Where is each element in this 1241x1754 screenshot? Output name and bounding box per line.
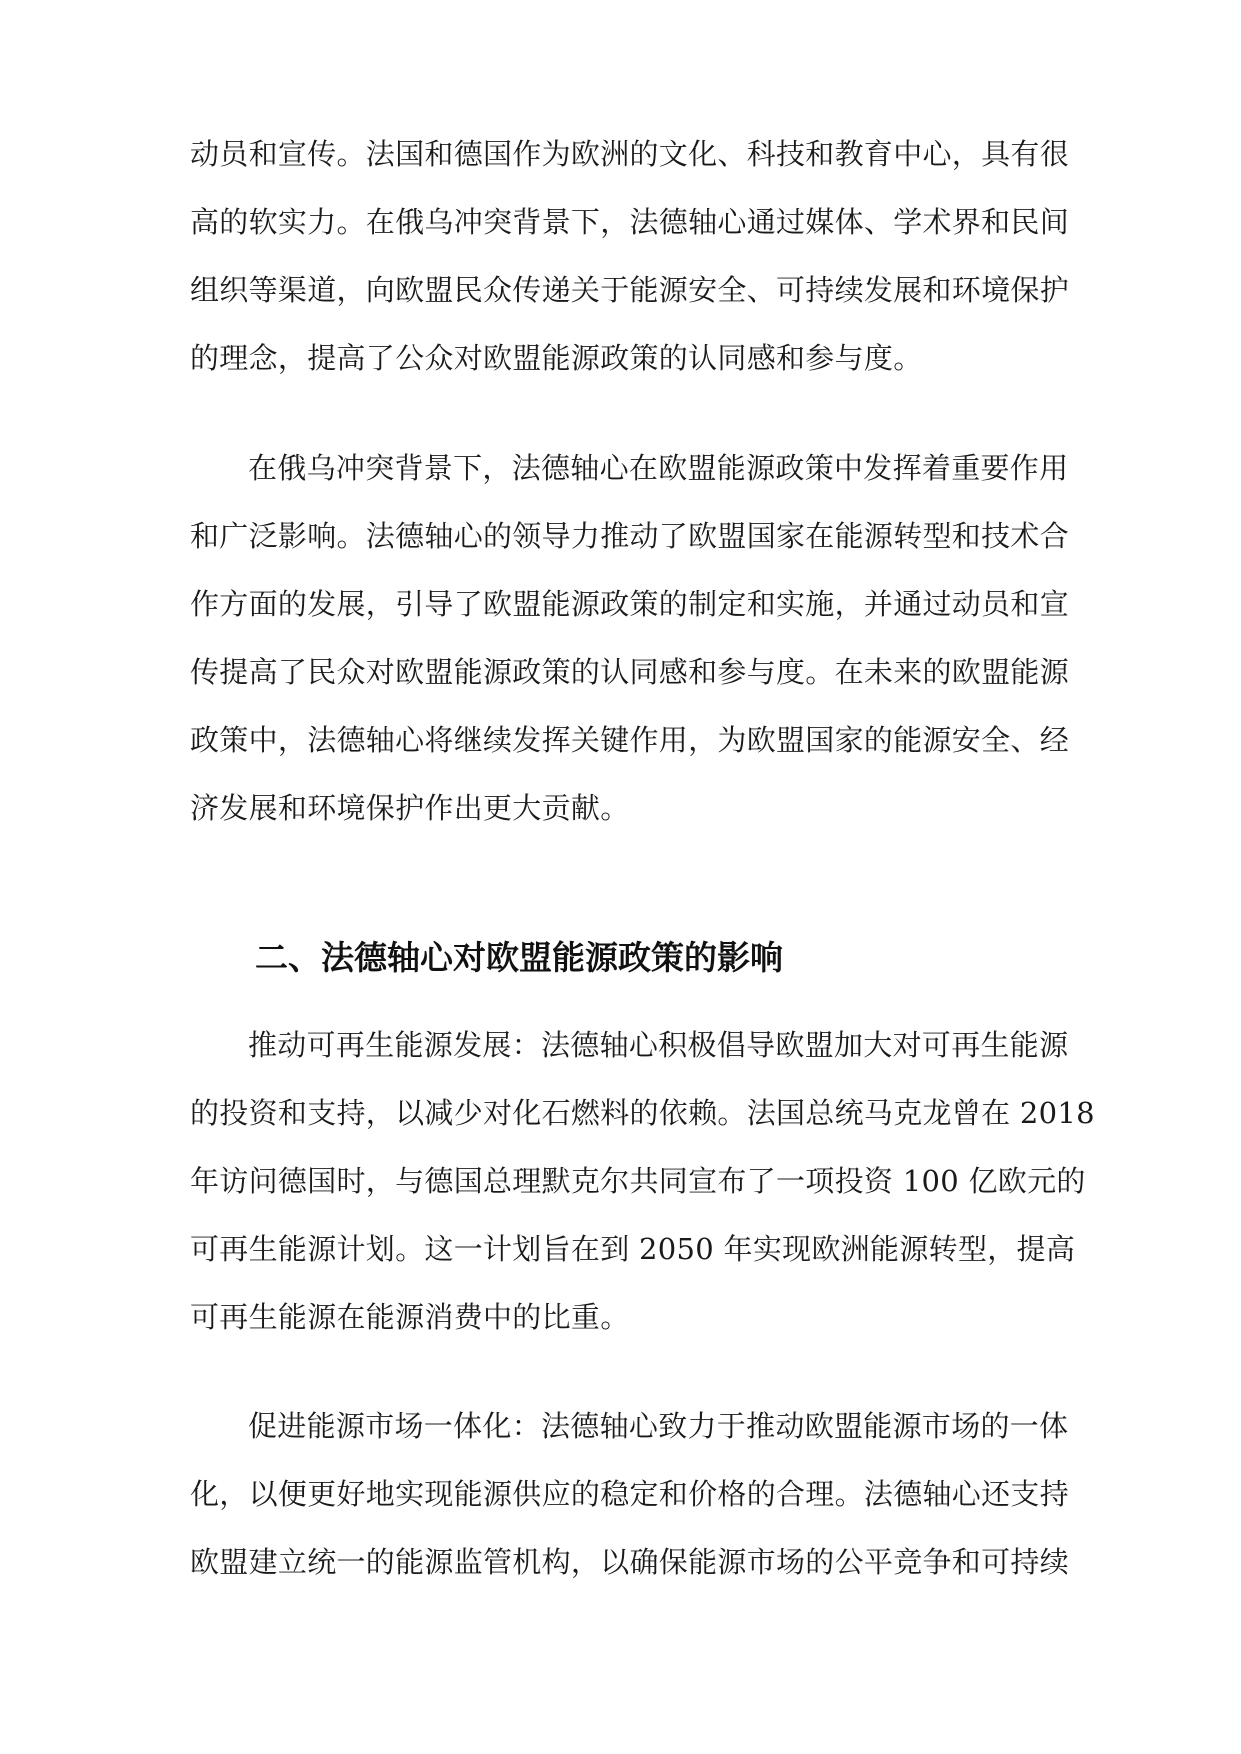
text-line: 动员和宣传。法国和德国作为欧洲的文化、科技和教育中心，具有很 bbox=[190, 137, 1070, 171]
text-line: 传提高了民众对欧盟能源政策的认同感和参与度。在未来的欧盟能源 bbox=[190, 655, 1070, 689]
text-line: 可再生能源计划。这一计划旨在到 2050 年实现欧洲能源转型，提高 bbox=[190, 1232, 1076, 1266]
text-line: 的投资和支持，以减少对化石燃料的依赖。法国总统马克龙曾在 2018 bbox=[190, 1096, 1095, 1130]
text-line: 促进能源市场一体化：法德轴心致力于推动欧盟能源市场的一体 bbox=[248, 1409, 1069, 1443]
text-line: 推动可再生能源发展：法德轴心积极倡导欧盟加大对可再生能源 bbox=[248, 1028, 1069, 1062]
text-line: 济发展和环境保护作出更大贡献。 bbox=[190, 791, 630, 825]
text-line: 的理念，提高了公众对欧盟能源政策的认同感和参与度。 bbox=[190, 341, 923, 375]
text-line: 高的软实力。在俄乌冲突背景下，法德轴心通过媒体、学术界和民间 bbox=[190, 205, 1070, 239]
text-line: 政策中，法德轴心将继续发挥关键作用，为欧盟国家的能源安全、经 bbox=[190, 723, 1070, 757]
text-line: 在俄乌冲突背景下，法德轴心在欧盟能源政策中发挥着重要作用 bbox=[248, 451, 1069, 485]
text-line: 欧盟建立统一的能源监管机构，以确保能源市场的公平竞争和可持续 bbox=[190, 1545, 1070, 1579]
text-line: 化，以便更好地实现能源供应的稳定和价格的合理。法德轴心还支持 bbox=[190, 1477, 1070, 1511]
text-line: 年访问德国时，与德国总理默克尔共同宣布了一项投资 100 亿欧元的 bbox=[190, 1164, 1086, 1198]
section-heading: 二、法德轴心对欧盟能源政策的影响 bbox=[255, 938, 783, 977]
text-line: 和广泛影响。法德轴心的领导力推动了欧盟国家在能源转型和技术合 bbox=[190, 519, 1070, 553]
text-line: 作方面的发展，引导了欧盟能源政策的制定和实施，并通过动员和宣 bbox=[190, 587, 1070, 621]
text-line: 可再生能源在能源消费中的比重。 bbox=[190, 1300, 630, 1334]
text-line: 组织等渠道，向欧盟民众传递关于能源安全、可持续发展和环境保护 bbox=[190, 273, 1070, 307]
